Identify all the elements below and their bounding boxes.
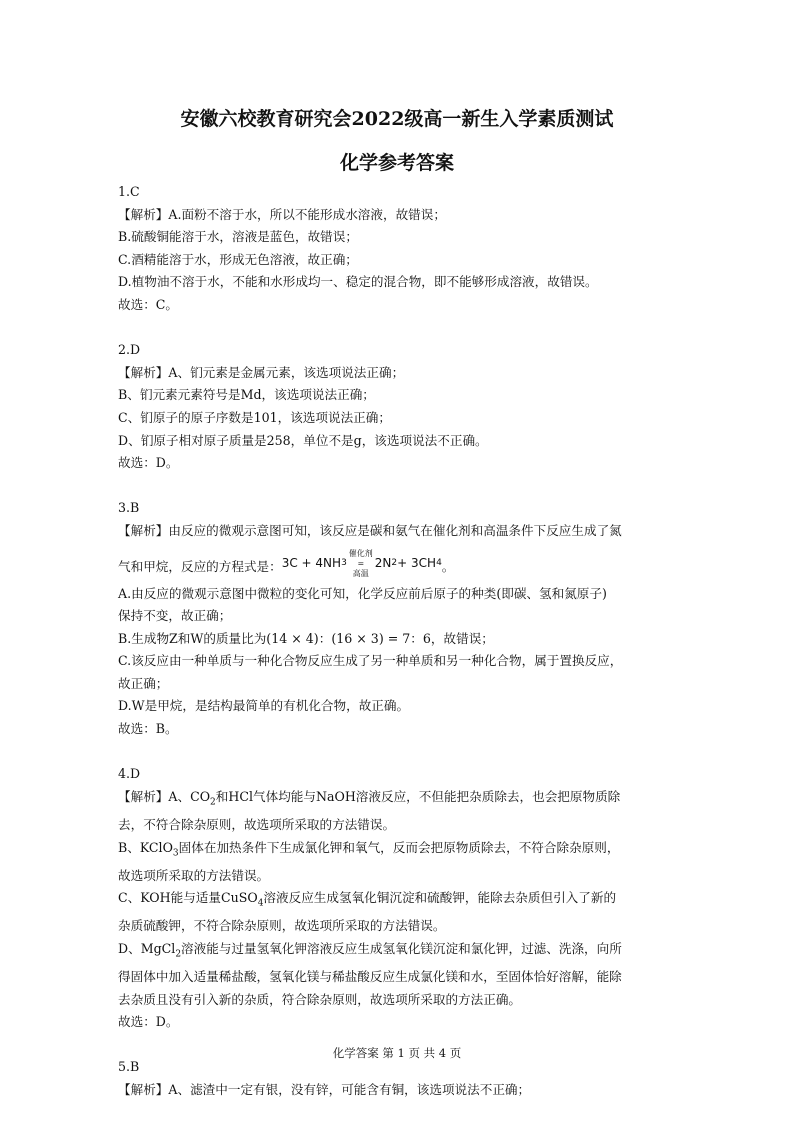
q3-line: 保持不变，故正确；	[118, 608, 232, 624]
q4-line: D、MgCl$_2$溶液能与过量氢氧化钾溶液反应生成氢氧化镁沉淀和氯化钾，过滤、洗涤，向所	[118, 940, 622, 960]
chemical-equation: 3C + 4NH 3 催化剂 = 高温 2N 2 + 3CH 4	[281, 548, 442, 578]
q3-equation-line: 气和甲烷，反应的方程式是： 3C + 4NH 3 催化剂 = 高温 2N 2 + 3CH 4 。	[118, 548, 455, 578]
q3-line: D.W是甲烷，是结构最简单的有机化合物，故正确。	[118, 698, 410, 714]
reaction-condition: 催化剂 = 高温	[348, 548, 373, 578]
q4-line: 去杂质且没有引入新的杂质，符合除杂原则，故选项所采取的方法正确。	[118, 991, 521, 1007]
q2-line: 故选：D。	[118, 455, 179, 471]
q2-line: D、钔原子相对原子质量是258，单位不是g，该选项说法不正确。	[118, 432, 488, 448]
q3-line: B.生成物Z和W的质量比为(14 × 4)：(16 × 3) = 7：6，故错误；	[118, 630, 494, 646]
q4-line: 得固体中加入适量稀盐酸，氢氧化镁与稀盐酸反应生成氯化镁和水，至固体恰好溶解，能除	[118, 969, 622, 985]
q4-number: 4.D	[118, 766, 141, 782]
q1-line: 【解析】A.面粉不溶于水，所以不能形成水溶液，故错误；	[118, 206, 446, 222]
q3-line: 故选：B。	[118, 721, 178, 737]
q4-line: C、KOH能与适量CuSO$_4$溶液反应生成氢氧化铜沉淀和硫酸钾，能除去杂质但引入了新的	[118, 890, 617, 909]
q3-line: 【解析】由反应的微观示意图可知，该反应是碳和氨气在催化剂和高温条件下反应生成了氮	[118, 522, 622, 538]
q1-number: 1.C	[118, 184, 140, 199]
answer-content	[118, 181, 678, 1102]
q3-line: 故正确；	[118, 675, 169, 691]
q1-line: 故选：C。	[118, 296, 179, 312]
page-footer: 化学答案 第 1 页 共 4 页	[332, 1046, 462, 1060]
q3-line: A.由反应的微观示意图中微粒的变化可知，化学反应前后原子的种类(即碳、氢和氮原子)	[118, 585, 607, 601]
q3-equation-intro: 气和甲烷，反应的方程式是：	[118, 558, 282, 574]
q1-line: D.植物油不溶于水，不能和水形成均一、稳定的混合物，即不能够形成溶液，故错误。	[118, 274, 598, 290]
document-title: 安徽六校教育研究会2022级高一新生入学素质测试	[180, 108, 614, 130]
q2-line: 【解析】A、钔元素是金属元素，该选项说法正确；	[118, 364, 405, 380]
q2-number: 2.D	[118, 342, 141, 358]
q2-line: C、钔原子的原子序数是101，该选项说法正确；	[118, 409, 391, 425]
q5-line: 【解析】A、滤渣中一定有银，没有锌，可能含有铜，该选项说法不正确；	[118, 1082, 531, 1098]
q3-line: C.该反应由一种单质与一种化合物反应生成了另一种单质和另一种化合物，属于置换反应，	[118, 653, 623, 669]
q4-line: 故选项所采取的方法错误。	[118, 867, 270, 883]
q4-line: B、KClO$_3$固体在加热条件下生成氯化钾和氧气，反而会把原物质除去，不符合除杂原则，	[118, 839, 620, 859]
q4-line: 去，不符合除杂原则，故选项所采取的方法错误。	[118, 816, 396, 832]
document-subtitle: 化学参考答案	[339, 152, 454, 174]
q1-line: B.硫酸铜能溶于水，溶液是蓝色，故错误；	[118, 229, 358, 245]
q5-number: 5.B	[118, 1059, 140, 1075]
q4-line: 【解析】A、$CO_2$和HCl气体均能与NaOH溶液反应，不但能把杂质除去，也会把原物质除	[118, 788, 621, 808]
q3-number: 3.B	[118, 500, 140, 516]
q4-line: 杂质硫酸钾，不符合除杂原则，故选项所采取的方法错误。	[118, 918, 446, 934]
q2-line: B、钔元素元素符号是Md，该选项说法正确；	[118, 387, 375, 403]
q1-line: C.酒精能溶于水，形成无色溶液，故正确；	[118, 251, 358, 267]
q4-line: 故选：D。	[118, 1014, 179, 1030]
